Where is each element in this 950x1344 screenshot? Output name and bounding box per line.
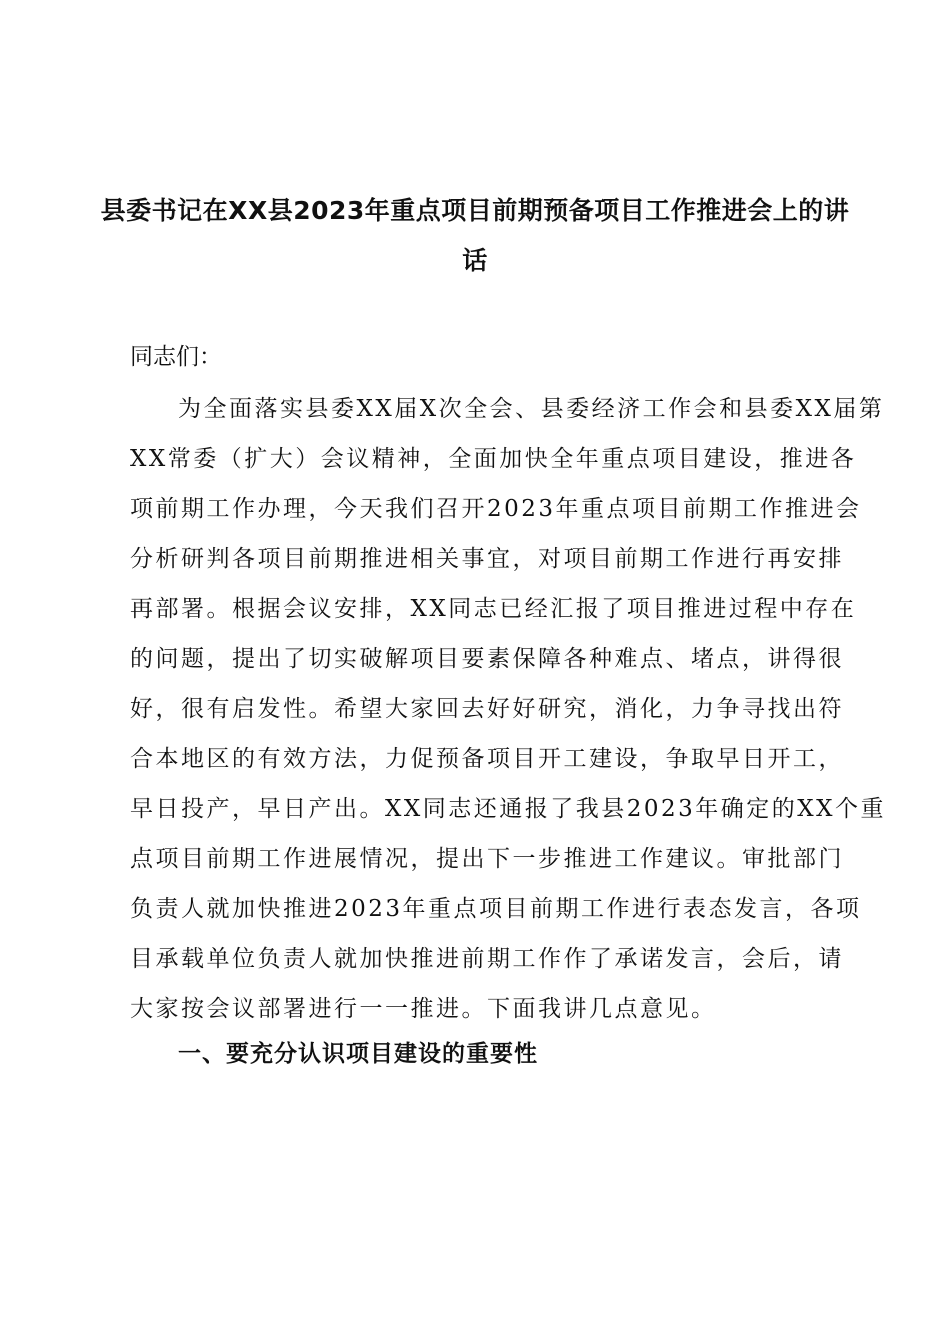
paragraph-line: 负责人就加快推进2023年重点项目前期工作进行表态发言，各项 (130, 896, 862, 922)
section-heading: 一、要充分认识项目建设的重要性 (178, 1041, 538, 1067)
paragraph-line: 好，很有启发性。希望大家回去好好研究，消化，力争寻找出符 (130, 696, 844, 722)
paragraph-line: 项前期工作办理，今天我们召开2023年重点项目前期工作推进会 (130, 496, 862, 522)
paragraph-line: 合本地区的有效方法，力促预备项目开工建设，争取早日开工， (130, 746, 844, 772)
paragraph-line: 早日投产，早日产出。XX同志还通报了我县2023年确定的XX个重 (130, 796, 887, 822)
paragraph-line: 的问题，提出了切实破解项目要素保障各种难点、堵点，讲得很 (130, 646, 844, 672)
salutation: 同志们： (130, 344, 222, 370)
paragraph-line: 大家按会议部署进行一一推进。下面我讲几点意见。 (130, 996, 717, 1022)
paragraph-line: 点项目前期工作进展情况，提出下一步推进工作建议。审批部门 (130, 846, 844, 872)
paragraph-line: 再部署。根据会议安排，XX同志已经汇报了项目推进过程中存在 (130, 596, 857, 622)
paragraph-line: XX常委（扩大）会议精神，全面加快全年重点项目建设，推进各 (130, 446, 857, 472)
paragraph-line: 目承载单位负责人就加快推进前期工作作了承诺发言，会后，请 (130, 946, 844, 972)
document-title: 县委书记在XX县2023年重点项目前期预备项目工作推进会上的讲话 (100, 196, 850, 275)
body-paragraph (130, 384, 887, 1034)
paragraph-line: 为全面落实县委XX届X次全会、县委经济工作会和县委XX届第 (178, 396, 885, 422)
paragraph-line: 分析研判各项目前期推进相关事宜，对项目前期工作进行再安排 (130, 546, 844, 572)
